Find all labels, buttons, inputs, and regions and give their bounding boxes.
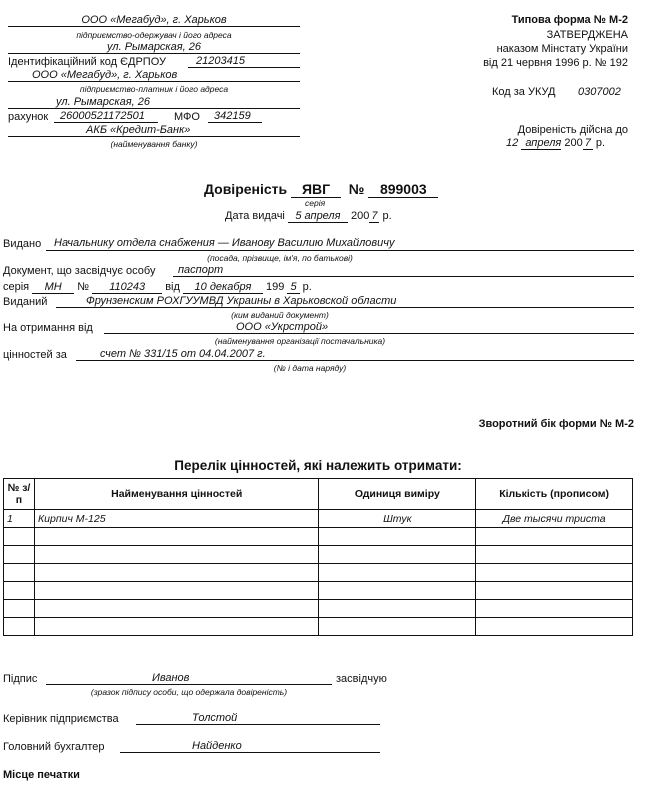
stamp-label: Місце печатки [3,769,80,781]
passport-num-label: № [77,281,90,293]
valid-year-prefix: 200 [564,137,583,149]
passport-num-value: 110243 [92,281,162,294]
title-number-sign: № [348,181,365,197]
issuer-value: Фрунзенским РОХГУУМВД Украины в Харьковской области [86,295,397,307]
table-cell [34,528,319,546]
valid-until-date [506,137,605,150]
table-cell [4,618,35,636]
title-number: 899003 [368,181,438,198]
table-row [4,618,633,636]
payer-caption: підприємство-платник і його адреса [79,84,229,94]
head-label: Керівник підприємства [3,713,119,725]
table-row [4,546,633,564]
table-cell [4,582,35,600]
table-row [4,510,633,528]
table-header: Найменування цінностей [34,479,319,510]
approved-order: наказом Мінстату України [496,43,628,55]
org-address: ул. Рымарская, 26 [107,41,201,53]
table-cell [4,546,35,564]
ukud-value: 0307002 [578,86,621,98]
table-cell [476,564,633,582]
series-label: серія [3,281,30,293]
issuer-label: Виданий [3,296,48,308]
table-cell [34,582,319,600]
issued-value: Начальнику отдела снабжения — Иванову Василию Михайловичу [54,237,395,249]
receive-caption: (найменування організації постачальника) [214,336,386,346]
issue-date [225,210,392,223]
year-prefix: 199 [266,281,285,293]
table-cell: 1 [4,510,35,528]
issue-suffix: р. [382,210,392,222]
org-name: ООО «Мегабуд», г. Харьков [81,14,227,26]
accountant-label: Головний бухгалтер [3,741,105,753]
edrpou-value: 21203415 [196,55,245,67]
table-cell [476,600,633,618]
sign-value: Иванов [152,672,190,684]
mfo-value: 342159 [214,110,251,122]
accountant-value: Найденко [192,740,242,752]
approved-date: від 21 червня 1996 р. № 192 [483,57,628,69]
table-cell [34,618,319,636]
ukud-label: Код за УКУД [492,86,556,98]
bank-name: АКБ «Кредит-Банк» [86,124,191,136]
table-header: Кількість (прописом) [476,479,633,510]
issuer-caption: (ким виданий документ) [231,310,329,320]
doc-title [204,181,438,198]
title-label: Довіреність [204,181,288,197]
account-label: рахунок [8,111,49,123]
account-value: 26000521172501 [60,110,145,122]
table-cell [34,600,319,618]
table-cell [476,528,633,546]
table-cell [4,600,35,618]
series-value: МН [32,281,74,294]
bank-caption: (найменування банку) [110,139,198,149]
table-row [4,582,633,600]
issued-caption: (посада, прізвище, ім'я, по батькові) [207,253,353,263]
table-cell [34,546,319,564]
table-header: № з/п [4,479,35,510]
receive-line [104,321,634,334]
year-suffix: р. [302,281,312,293]
sign-certify: засвідчую [336,673,387,685]
issue-year-digit: 7 [371,210,378,222]
mfo-label: МФО [174,111,200,123]
table-cell [4,564,35,582]
valid-year-suffix: р. [595,137,606,149]
sign-caption: (зразок підпису особи, що одержала довіреність) [90,687,288,697]
table-cell [319,600,476,618]
title-series: ЯВГ [291,181,341,198]
table-cell [34,564,319,582]
valid-year-digit: 7 [584,137,591,149]
table-cell [476,546,633,564]
table-cell [476,582,633,600]
passport-row [3,281,312,294]
issue-label: Дата видачі [225,210,285,222]
sign-label: Підпис [3,673,38,685]
doc-line [173,264,634,277]
approved-label: ЗАТВЕРДЖЕНА [546,29,628,41]
valid-until-label: Довіреність дійсна до [517,124,628,136]
table-row [4,564,633,582]
valid-month: апреля [521,137,561,150]
values-caption: (№ і дата наряду) [273,363,347,373]
doc-value: паспорт [178,264,224,276]
back-side-label: Зворотний бік форми № М-2 [478,418,634,430]
series-caption: серія [305,198,326,208]
edrpou-label: Ідентифікаційний код ЄДРПОУ [8,56,167,68]
table-row [4,600,633,618]
table-cell: Штук [319,510,476,528]
values-value: счет № 331/15 от 04.04.2007 г. [100,348,266,360]
issue-day-month: 5 апреля [288,210,348,223]
table-row [4,528,633,546]
org-caption: підприємство-одержувач і його адреса [76,30,232,40]
receive-label: На отримання від [3,322,93,334]
table-cell [4,528,35,546]
doc-label: Документ, що засвідчує особу [3,265,156,277]
table-cell [319,564,476,582]
table-cell: Две тысячи триста [476,510,633,528]
issued-label: Видано [3,238,42,250]
values-table [3,478,633,636]
table-cell [319,582,476,600]
table-cell [476,618,633,636]
table-cell [319,618,476,636]
list-title: Перелік цінностей, які належить отримати: [174,458,462,473]
payer-address-line [8,96,300,109]
head-line [136,712,380,725]
accountant-line [120,740,380,753]
valid-day: 12 [506,137,519,149]
year-digit: 5 [287,281,299,294]
table-header: Одиниця виміру [319,479,476,510]
values-label: цінностей за [3,349,67,361]
receive-value: ООО «Укрстрой» [236,321,329,333]
table-cell [319,546,476,564]
payer-name: ООО «Мегабуд», г. Харьков [32,69,178,81]
table-header-row [4,479,633,510]
from-value: 10 декабря [183,281,263,294]
head-value: Толстой [192,712,238,724]
table-cell [319,528,476,546]
table-cell: Кирпич М-125 [34,510,319,528]
form-title: Типова форма № М-2 [511,14,628,26]
payer-address: ул. Рымарская, 26 [56,96,150,108]
issue-year-prefix: 200 [351,210,370,222]
from-label: від [165,281,180,293]
